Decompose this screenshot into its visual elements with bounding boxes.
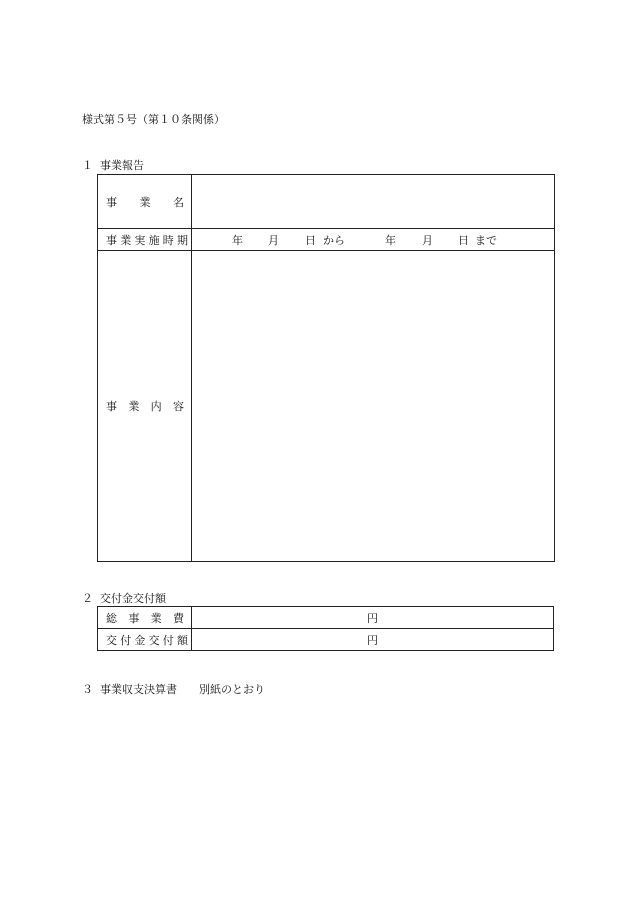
period-year-start: 年 [232, 233, 243, 247]
label-char: 業 [120, 233, 132, 247]
business-name-row [98, 175, 555, 229]
section2-heading [82, 590, 166, 606]
label-char: 名 [173, 195, 184, 209]
label-char: 時 [162, 233, 174, 247]
label-char: 付 [120, 633, 132, 647]
label-char: 業 [128, 400, 140, 413]
section3-title: 事業収支決算書 [100, 683, 177, 696]
label-char: 付 [162, 633, 174, 647]
label-char: 事 [106, 233, 117, 247]
grant-amount-label [98, 629, 192, 651]
section3-note: 別紙のとおり [199, 683, 265, 696]
label-char: 内 [150, 400, 162, 413]
period-from: から [323, 233, 345, 247]
section2-number: ２ [82, 592, 93, 605]
period-month-start: 月 [268, 233, 279, 247]
section2-title: 交付金交付額 [100, 592, 166, 605]
label-char: 事 [106, 195, 117, 209]
period-year-end: 年 [385, 233, 396, 247]
label-char: 事 [128, 611, 140, 625]
period-day-end: 日 [458, 233, 469, 247]
yen-unit: 円 [367, 633, 378, 647]
business-content-row [98, 251, 555, 562]
business-content-field[interactable] [192, 251, 555, 562]
business-period-field[interactable] [192, 229, 555, 251]
section1-heading [82, 157, 144, 173]
label-char: 施 [148, 233, 160, 247]
label-char: 事 [106, 400, 117, 413]
label-char: 実 [134, 233, 146, 247]
label-char: 容 [172, 400, 184, 413]
section1-number: １ [82, 159, 93, 172]
business-period-label [98, 229, 192, 251]
business-period-row [98, 229, 555, 251]
total-cost-row [98, 607, 554, 629]
label-char: 業 [139, 195, 151, 209]
label-char: 期 [176, 233, 188, 247]
label-char: 額 [176, 633, 188, 647]
total-cost-label [98, 607, 192, 629]
section3-heading [82, 681, 265, 697]
period-until: まで [475, 233, 497, 247]
grant-amount-row [98, 629, 554, 651]
label-char: 交 [148, 633, 160, 647]
period-day-start: 日 [305, 233, 316, 247]
total-cost-field[interactable] [192, 607, 554, 629]
business-report-table [97, 174, 555, 562]
label-char: 業 [150, 611, 162, 625]
business-name-field[interactable] [192, 175, 555, 229]
label-char: 費 [172, 611, 184, 625]
business-name-label [98, 175, 192, 229]
business-content-label [98, 251, 192, 562]
form-title: 様式第５号（第１０条関係） [82, 113, 225, 126]
label-char: 総 [106, 611, 117, 625]
section1-title: 事業報告 [100, 159, 144, 172]
grant-amount-field[interactable] [192, 629, 554, 651]
grant-amount-table [97, 606, 554, 651]
label-char: 金 [134, 633, 146, 647]
section3-number: ３ [82, 683, 93, 696]
label-char: 交 [106, 633, 117, 647]
period-month-end: 月 [422, 233, 433, 247]
yen-unit: 円 [367, 611, 378, 625]
